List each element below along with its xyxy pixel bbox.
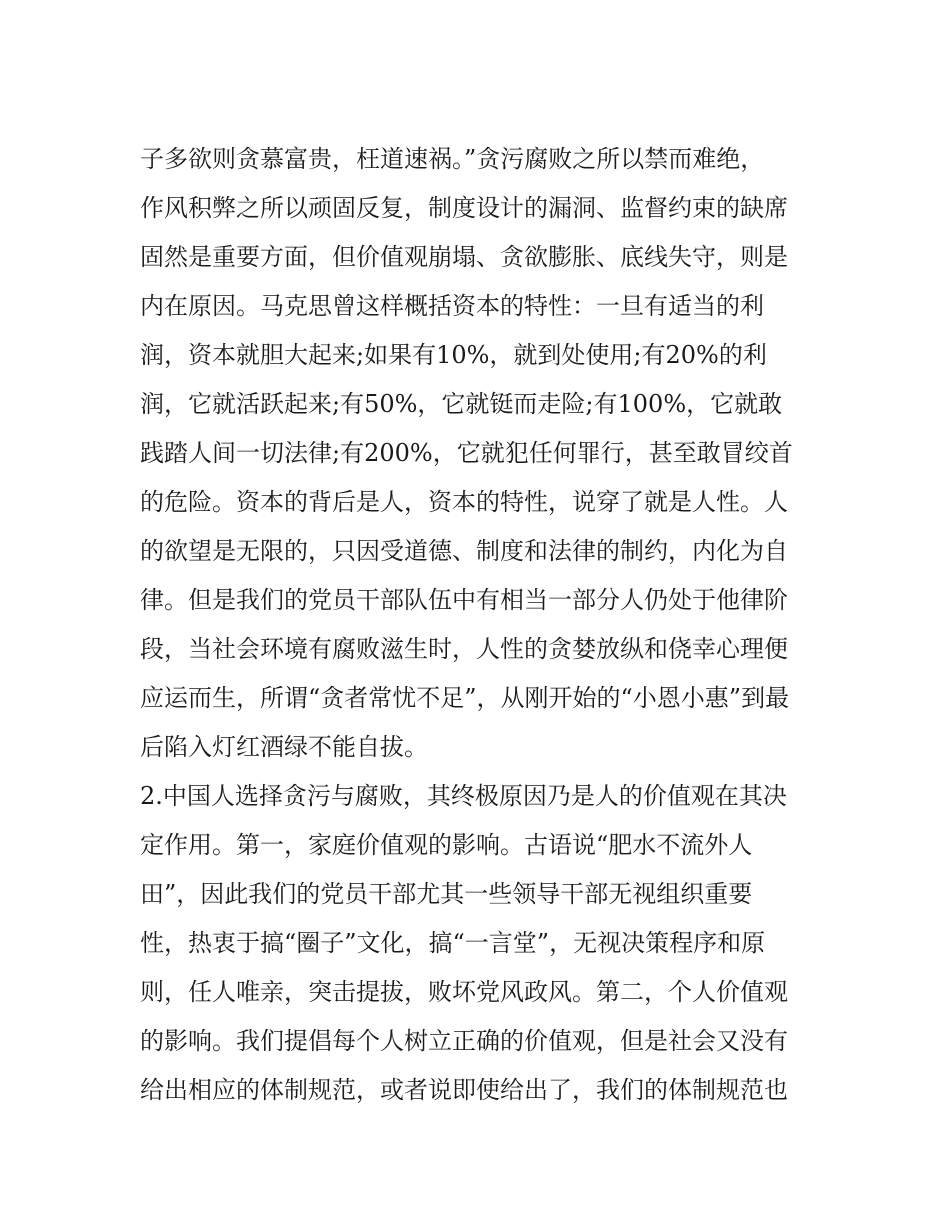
text-line-14: 2.中国人选择贪污与腐败，其终极原因乃是人的价值观在其决 [140,782,787,810]
text-line-16: 田”，因此我们的党员干部尤其一些领导干部无视组织重要 [140,880,753,908]
body-text [140,135,820,1115]
text-line-11: 段，当社会环境有腐败滋生时，人性的贪婪放纵和侥幸心理便 [140,635,788,663]
text-line-4: 内在原因。马克思曾这样概括资本的特性：一旦有适当的利 [140,292,764,320]
text-line-3: 固然是重要方面，但价值观崩塌、贪欲膨胀、底线失守，则是 [140,243,788,271]
text-line-5: 润，资本就胆大起来;如果有10%，就到处使用;有20%的利 [140,341,767,369]
text-line-7: 践踏人间一切法律;有200%，它就犯任何罪行，甚至敢冒绞首 [140,439,793,467]
text-line-20: 给出相应的体制规范，或者说即使给出了，我们的体制规范也 [140,1076,788,1104]
text-line-2: 作风积弊之所以顽固反复，制度设计的漏洞、监督约束的缺席 [140,194,788,222]
text-line-10: 律。但是我们的党员干部队伍中有相当一部分人仍处于他律阶 [140,586,788,614]
text-line-19: 的影响。我们提倡每个人树立正确的价值观，但是社会又没有 [140,1027,788,1055]
text-line-12: 应运而生，所谓“贪者常忧不足”，从刚开始的“小恩小惠”到最 [140,684,790,712]
text-line-6: 润，它就活跃起来;有50%，它就铤而走险;有100%，它就敢 [140,390,783,418]
text-line-1: 子多欲则贪慕富贵，枉道速祸。”贪污腐败之所以禁而难绝， [140,145,765,173]
text-line-9: 的欲望是无限的，只因受道德、制度和法律的制约，内化为自 [140,537,788,565]
text-line-18: 则，任人唯亲，突击提拔，败坏党风政风。第二，个人价值观 [140,978,788,1006]
text-line-15: 定作用。第一，家庭价值观的影响。古语说“肥水不流外人 [140,831,753,859]
text-line-17: 性，热衷于搞“圈子”文化，搞“一言堂”，无视决策程序和原 [140,929,766,957]
text-line-13: 后陷入灯红酒绿不能自拔。 [140,733,428,761]
text-line-8: 的危险。资本的背后是人，资本的特性，说穿了就是人性。人 [140,488,788,516]
